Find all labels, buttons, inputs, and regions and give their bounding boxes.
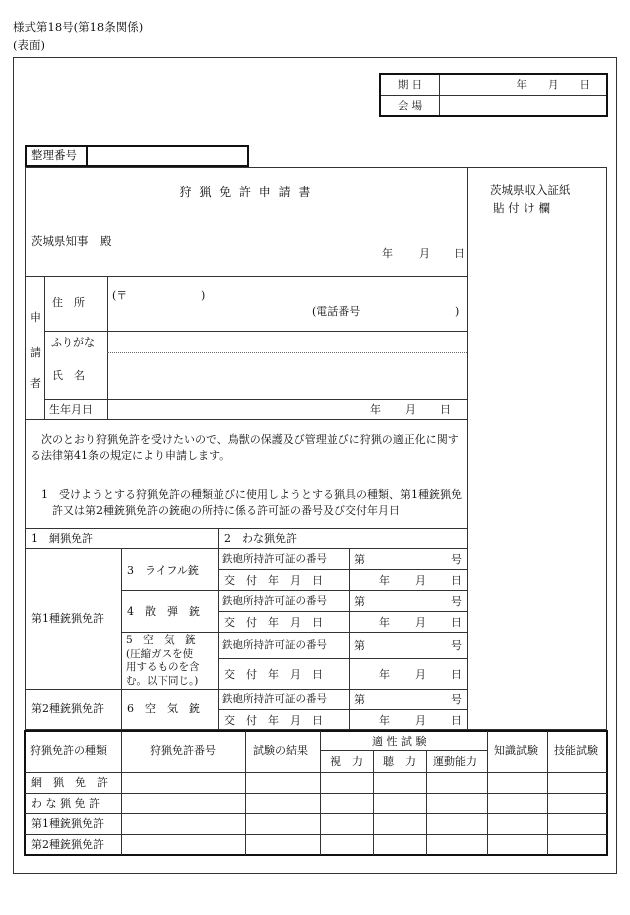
app-date-year: 年 xyxy=(382,247,393,260)
row-trap: わ な 猟 免 許 xyxy=(31,797,100,810)
permit-no-prefix: 第 xyxy=(354,553,365,566)
form-number: 様式第18号(第18条関係) xyxy=(13,20,144,34)
issue-date-label: 交 付 年 月 日 xyxy=(224,616,323,629)
statement-text: 次のとおり狩猟免許を受けたいので、鳥獣の保護及び管理並びに狩猟の適正化に関する法律第41条の規定により申請します。 xyxy=(30,433,459,462)
postal-open: (〒 xyxy=(112,289,128,302)
air-gun-label: 5 空 気 銃 (圧縮ガスを使 用するものを含 む。以下同じ。) xyxy=(126,634,200,687)
issue-date-label: 交 付 年 月 日 xyxy=(224,574,323,587)
col-knowledge: 知識試験 xyxy=(494,744,538,757)
phone-input[interactable] xyxy=(368,303,452,319)
issue-month: 月 xyxy=(415,668,426,681)
postal-code-input[interactable] xyxy=(135,287,197,301)
issue-month: 月 xyxy=(415,616,426,629)
issue-year: 年 xyxy=(379,616,390,629)
name-input[interactable] xyxy=(110,356,464,396)
stamp-line-1: 茨城県収入証紙 xyxy=(490,183,571,197)
address-label: 住 所 xyxy=(52,296,85,309)
row-class2: 第2種銃猟免許 xyxy=(31,838,104,851)
app-date-month: 月 xyxy=(419,247,430,260)
permit-no-prefix: 第 xyxy=(354,595,365,608)
side-label: (表面) xyxy=(13,38,45,52)
issue-month: 月 xyxy=(415,574,426,587)
trap-license: 2 わな猟免許 xyxy=(224,532,297,545)
class1-license: 第1種銃猟免許 xyxy=(31,612,104,625)
issue-month: 月 xyxy=(415,714,426,727)
reference-label: 整理番号 xyxy=(31,148,77,162)
phone-close: ) xyxy=(455,305,460,318)
birth-date-input[interactable] xyxy=(110,401,360,417)
issue-date-label: 交 付 年 月 日 xyxy=(224,714,323,727)
col-type: 狩猟免許の種類 xyxy=(30,744,107,757)
col-number: 狩猟免許番号 xyxy=(150,744,216,757)
permit-no-suffix: 号 xyxy=(451,639,462,652)
permit-no-label: 鉄砲所持許可証の番号 xyxy=(222,639,327,651)
issue-day: 日 xyxy=(451,574,462,587)
permit-no-label: 鉄砲所持許可証の番号 xyxy=(222,553,327,565)
birth-month: 月 xyxy=(405,403,416,416)
shotgun-label: 4 散 弾 銃 xyxy=(127,605,200,618)
postal-close: ) xyxy=(201,289,206,302)
birth-label: 生年月日 xyxy=(49,403,93,416)
permit-no-suffix: 号 xyxy=(451,553,462,566)
page-title: 狩 猟 免 許 申 請 書 xyxy=(179,185,313,199)
applicant-label-1: 申 xyxy=(30,311,41,324)
permit-no-label: 鉄砲所持許可証の番号 xyxy=(222,595,327,607)
col-motor: 運動能力 xyxy=(433,755,477,768)
addressee: 茨城県知事 殿 xyxy=(31,234,112,248)
col-hearing: 聴 力 xyxy=(383,755,416,768)
col-exam-result: 試験の結果 xyxy=(253,744,308,757)
row-class1: 第1種銃猟免許 xyxy=(31,817,104,830)
issue-day: 日 xyxy=(451,668,462,681)
stamp-line-2: 貼 付 け 欄 xyxy=(493,201,550,215)
col-aptitude: 適 性 試 験 xyxy=(372,735,427,748)
permit-no-suffix: 号 xyxy=(451,595,462,608)
birth-year: 年 xyxy=(370,403,381,416)
issue-date-label: 交 付 年 月 日 xyxy=(224,668,323,681)
reference-input[interactable] xyxy=(90,148,245,164)
app-date-day: 日 xyxy=(454,247,465,260)
furigana-input[interactable] xyxy=(110,334,464,350)
date-label: 期 日 xyxy=(380,74,440,95)
name-label: 氏 名 xyxy=(52,369,85,382)
air-gun-class2-label: 6 空 気 銃 xyxy=(127,702,200,715)
issue-year: 年 xyxy=(379,574,390,587)
venue-label: 会 場 xyxy=(380,95,440,116)
address-input[interactable] xyxy=(112,305,302,325)
rifle-label: 3 ライフル銃 xyxy=(127,564,199,577)
col-vision: 視 力 xyxy=(330,755,363,768)
issue-year: 年 xyxy=(379,714,390,727)
phone-label: (電話番号 xyxy=(312,305,361,318)
furigana-label: ふりがな xyxy=(51,336,95,349)
issue-day: 日 xyxy=(451,714,462,727)
permit-no-prefix: 第 xyxy=(354,693,365,706)
net-license: 1 網猟免許 xyxy=(31,532,93,545)
venue-value[interactable] xyxy=(440,95,608,116)
permit-no-label: 鉄砲所持許可証の番号 xyxy=(222,693,327,705)
applicant-label-2: 請 xyxy=(30,346,41,359)
birth-day: 日 xyxy=(440,403,451,416)
col-skill: 技能試験 xyxy=(554,744,598,757)
section1-text: 1 受けようとする狩猟免許の種類並びに使用しようとする猟具の種類、第1種銃猟免許又は第2種銃猟免許の銃砲の所持に係る許可証の番号及び交付年月日 xyxy=(41,488,462,517)
permit-no-suffix: 号 xyxy=(451,693,462,706)
applicant-label-3: 者 xyxy=(30,377,41,390)
permit-no-prefix: 第 xyxy=(354,639,365,652)
date-value[interactable]: 年 月 日 xyxy=(440,74,608,95)
row-net: 網 猟 免 許 xyxy=(31,776,108,789)
issue-day: 日 xyxy=(451,616,462,629)
issue-year: 年 xyxy=(379,668,390,681)
class2-license: 第2種銃猟免許 xyxy=(31,702,104,715)
date-venue-box xyxy=(379,73,608,117)
